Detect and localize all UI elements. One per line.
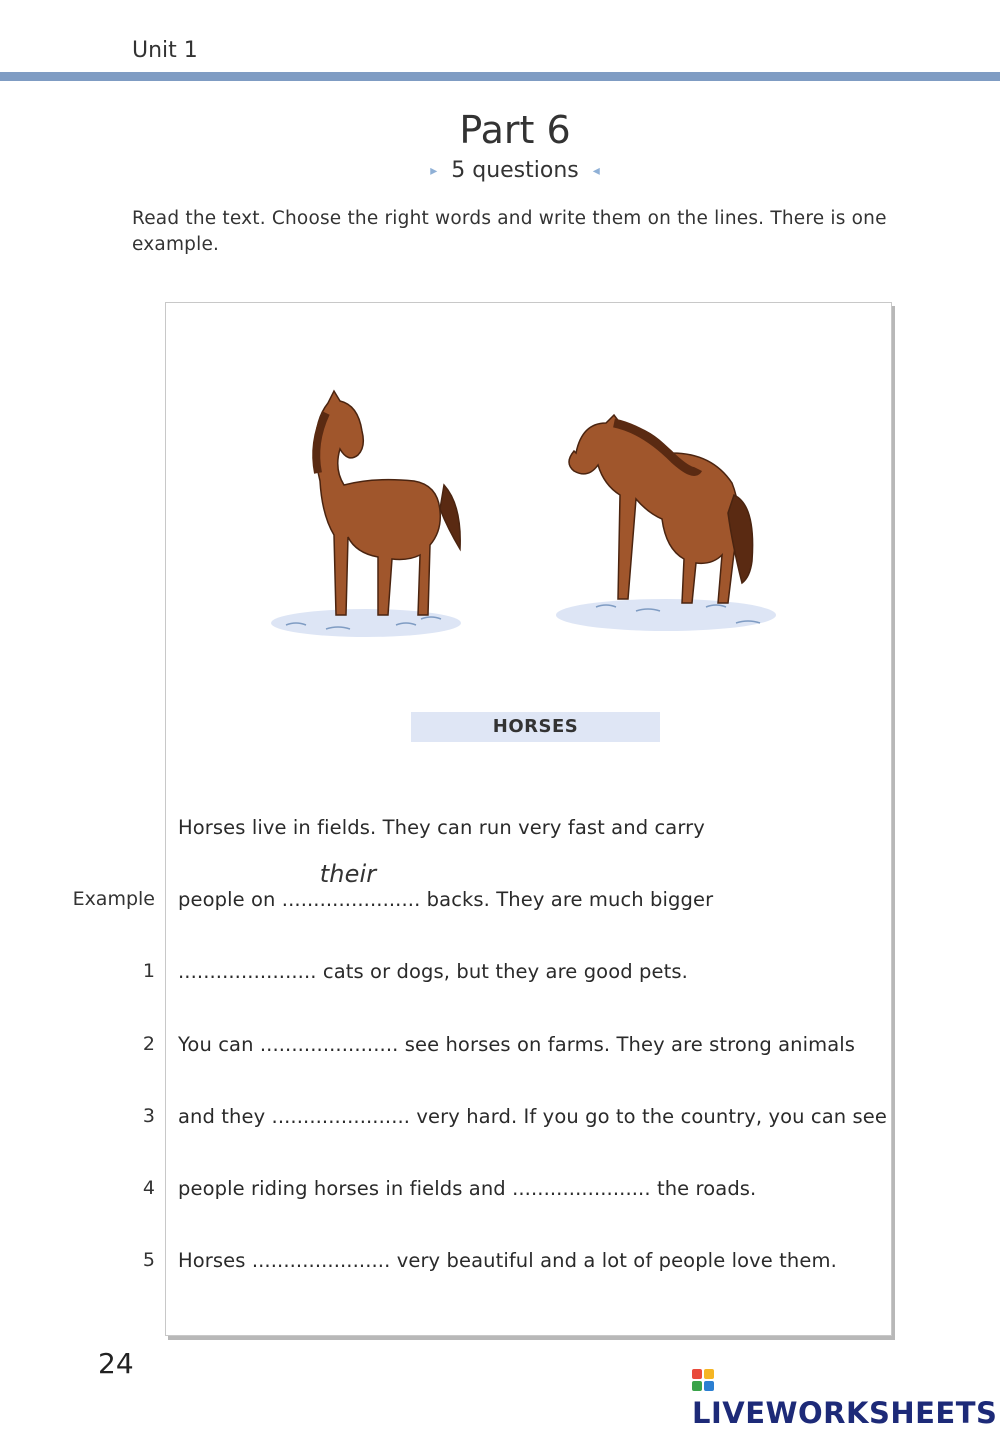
line-text: ...................... cats or dogs, but they are good pets.	[178, 960, 688, 983]
story-title: HORSES	[411, 712, 660, 742]
example-answer: their	[319, 860, 377, 888]
line-text: You can ...................... see horses on farms. They are strong animals	[178, 1033, 856, 1056]
line-text: Horses live in fields. They can run very fast and carry	[178, 816, 705, 839]
story-line-example	[0, 860, 1000, 928]
answer-blank-1[interactable]: ......................	[178, 960, 317, 983]
part-title: Part 6	[459, 108, 571, 152]
instructions: Read the text. Choose the right words and write them on the lines. There is one example.	[132, 208, 887, 255]
line-number: Example	[72, 888, 155, 910]
horses-illustration	[256, 353, 816, 653]
line-number: 3	[142, 1105, 155, 1127]
line-number: 5	[142, 1249, 155, 1271]
line-number: 4	[142, 1177, 155, 1199]
questions-label: 5 questions	[451, 158, 579, 183]
example-answer-blank: ...................... their	[281, 860, 421, 911]
answer-blank-2[interactable]: ......................	[259, 1033, 399, 1056]
answer-blank-4[interactable]: ......................	[512, 1177, 651, 1200]
arrow-right-icon: ▸	[430, 163, 438, 179]
answer-blank-3[interactable]: ......................	[271, 1105, 411, 1128]
story-line-1	[0, 960, 1000, 1000]
story-line-3	[0, 1105, 1000, 1145]
liveworksheets-logo-icon	[692, 1369, 714, 1391]
questions-count	[0, 158, 1000, 183]
line-text: people riding horses in fields and ...................... the roads.	[178, 1177, 757, 1200]
brand-name: LIVEWORKSHEETS	[692, 1396, 998, 1430]
brand-logo	[692, 1362, 1000, 1430]
story-line-4	[0, 1177, 1000, 1217]
line-number: 1	[142, 960, 155, 982]
line-number: 2	[142, 1033, 155, 1055]
unit-label: Unit 1	[132, 38, 198, 63]
header-band	[0, 72, 1000, 81]
arrow-left-icon: ◂	[592, 163, 600, 179]
page-number: 24	[98, 1347, 134, 1380]
line-text: people on ...................... their backs. They are much bigger	[178, 860, 714, 911]
line-text: and they ...................... very hard. If you go to the country, you can see	[178, 1105, 887, 1128]
story-line	[0, 816, 1000, 856]
story-line-5	[0, 1249, 1000, 1289]
answer-blank-5[interactable]: ......................	[251, 1249, 391, 1272]
line-text: Horses ...................... very beautiful and a lot of people love them.	[178, 1249, 837, 1272]
story-line-2	[0, 1033, 1000, 1073]
